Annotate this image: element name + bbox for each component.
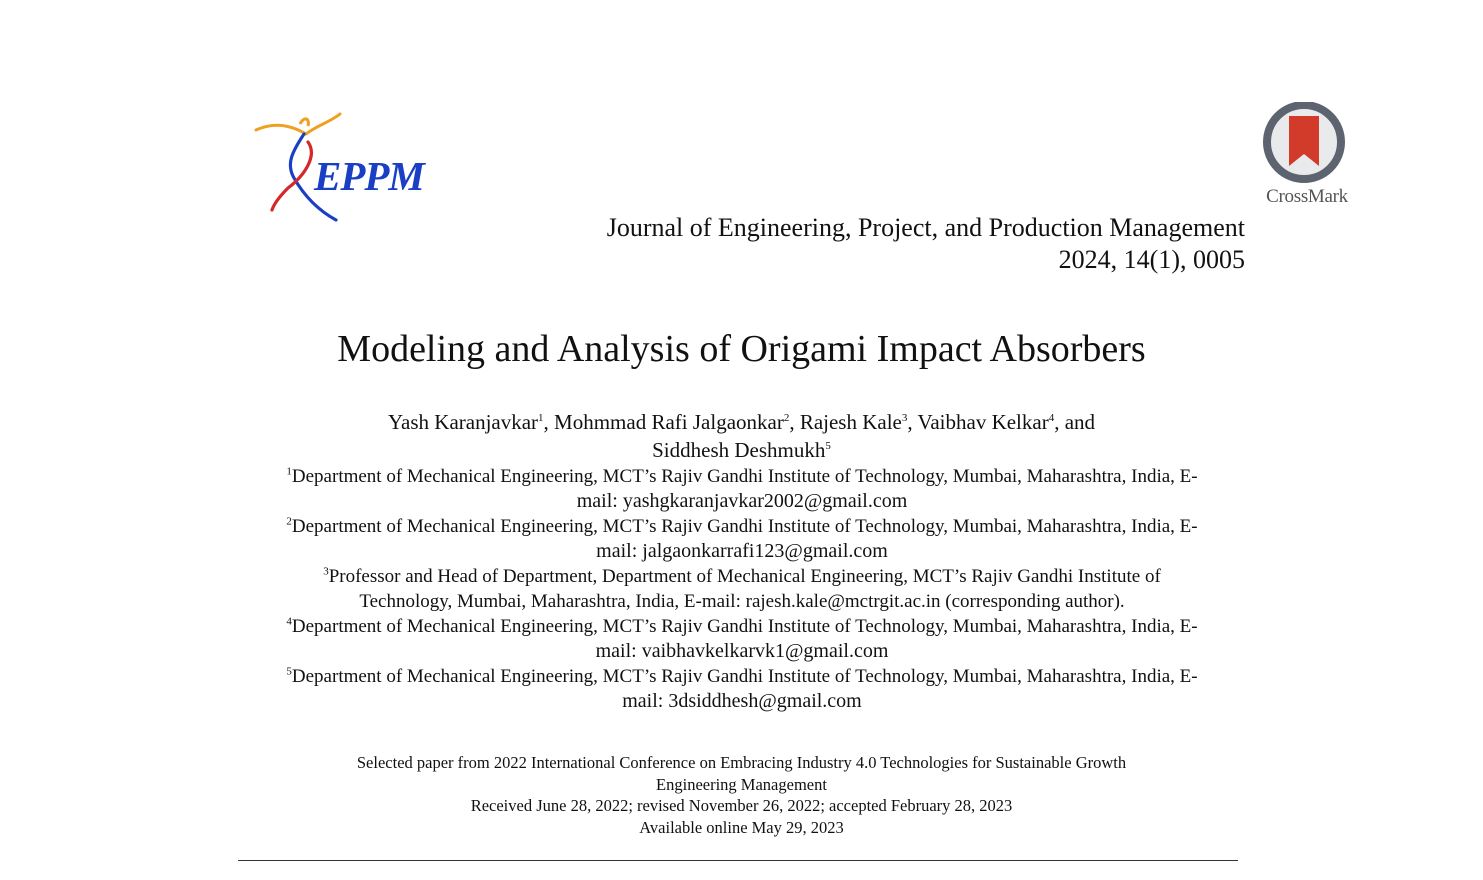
- affiliation: $^3$Professor and Head of Department, Department of Mechanical Engineering, MCT’s Rajiv Gandhi Institute of Technology, Mumbai, Maharashtra, India, E-mail: rajesh.kale@mctrgit.ac.in (corresponding author).: [323, 565, 1161, 612]
- affiliation-email[interactable]: mail: 3dsiddhesh@gmail.com: [622, 690, 862, 712]
- journal-header: [607, 212, 1245, 276]
- divider: [238, 860, 1238, 861]
- affiliation: $^4$Department of Mechanical Engineering, MCT’s Rajiv Gandhi Institute of Technology, Mumbai, Maharashtra, India, E- mail: vaibhavkelkarvk1@gmail.com: [286, 615, 1198, 662]
- author: Siddhesh Deshmukh$^5$: [652, 438, 831, 462]
- paper-title: Modeling and Analysis of Origami Impact Absorbers: [337, 328, 1146, 370]
- crossmark-badge[interactable]: [1255, 102, 1359, 212]
- author: Mohmmad Rafi Jalgaonkar$^2$,: [554, 410, 800, 434]
- conference-note: Selected paper from 2022 International Conference on Embracing Industry 4.0 Technologies for Sustainable Growth: [356, 753, 1127, 772]
- crossmark-label: CrossMark: [1266, 186, 1348, 207]
- affiliation-email[interactable]: mail: yashgkaranjavkar2002@gmail.com: [576, 490, 908, 512]
- publication-meta: [0, 752, 1483, 838]
- crossmark-icon: [1261, 102, 1347, 184]
- affiliation-email[interactable]: mail: jalgaonkarrafi123@gmail.com: [596, 540, 888, 562]
- online-date: Available online May 29, 2023: [639, 817, 844, 837]
- affiliation-list: [238, 464, 1246, 714]
- journal-name: Journal of Engineering, Project, and Production Management: [606, 213, 1245, 242]
- author: Vaibhav Kelkar$^4$, and: [917, 410, 1096, 434]
- journal-logo: [252, 112, 452, 224]
- author: Yash Karanjavkar$^1$,: [387, 410, 555, 434]
- journal-citation: 2024, 14(1), 0005: [1058, 245, 1245, 274]
- affiliation-email[interactable]: mail: vaibhavkelkarvk1@gmail.com: [595, 640, 889, 662]
- author-list: [330, 408, 1153, 464]
- affiliation: $^1$Department of Mechanical Engineering, MCT’s Rajiv Gandhi Institute of Technology, Mumbai, Maharashtra, India, E- mail: yashgkaranjavkar2002@gmail.com: [286, 465, 1198, 512]
- author: Rajesh Kale$^3$,: [799, 410, 918, 434]
- affiliation: $^5$Department of Mechanical Engineering, MCT’s Rajiv Gandhi Institute of Technology, Mumbai, Maharashtra, India, E- mail: 3dsiddhesh@gmail.com: [286, 665, 1198, 712]
- affiliation: $^2$Department of Mechanical Engineering, MCT’s Rajiv Gandhi Institute of Technology, Mumbai, Maharashtra, India, E- mail: jalgaonkarrafi123@gmail.com: [286, 515, 1198, 562]
- conference-note-cont: Engineering Management: [656, 774, 827, 794]
- logo-text: EPPM: [314, 153, 424, 199]
- affiliation-email[interactable]: Technology, Mumbai, Maharashtra, India, E-mail: rajesh.kale@mctrgit.ac.in (corresponding author).: [359, 591, 1125, 612]
- received-dates: Received June 28, 2022; revised November 26, 2022; accepted February 28, 2023: [470, 796, 1013, 815]
